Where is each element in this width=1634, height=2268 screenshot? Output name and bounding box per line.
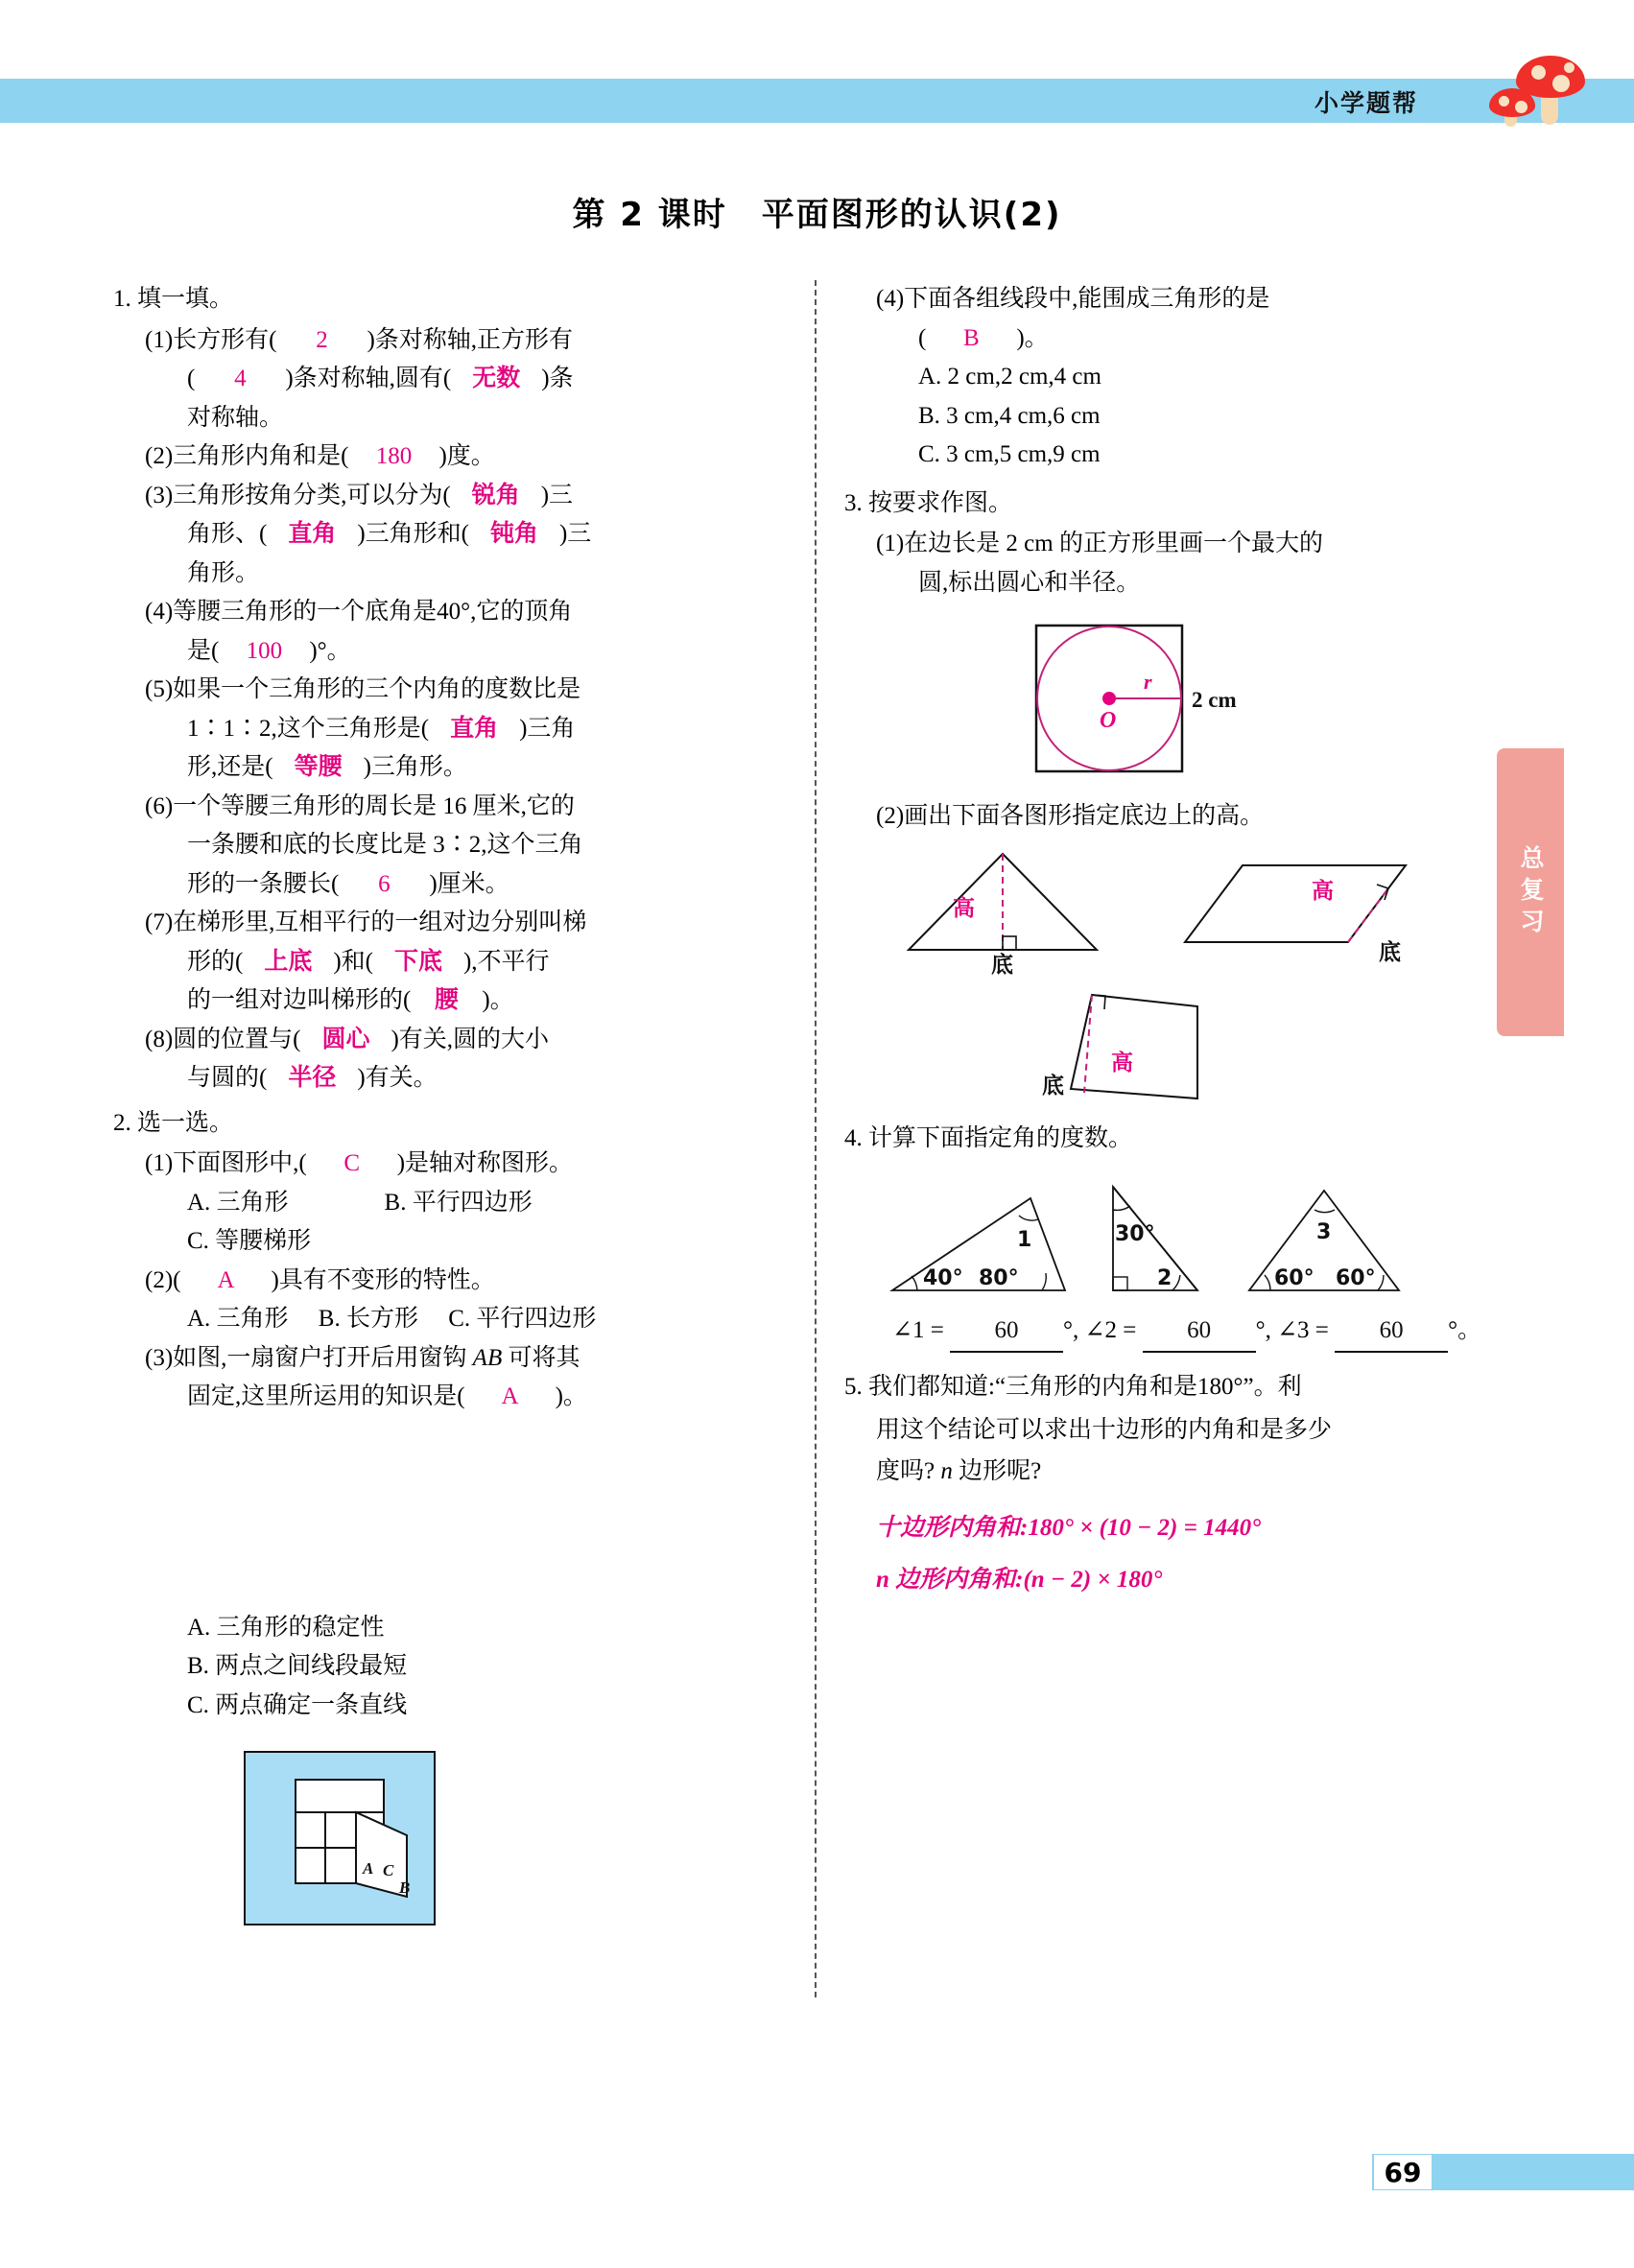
q1-item-1-label: (1) [145,326,174,353]
q3-item-1-label: (1) [876,531,905,556]
q2-item-3-text-d: )。 [555,1383,587,1409]
question-5-text-line2: 用这个结论可以求出十边形的内角和是多少 [876,1416,1333,1443]
q1-item-8-text-b: )有关,圆的大小 [391,1026,550,1052]
q1-item-5-answer-2[interactable]: 等腰 [294,754,343,780]
q4-answer-2[interactable]: 60 [1143,1311,1256,1353]
q2-item-4-option-c[interactable]: C. 3 cm,5 cm,9 cm [918,441,1101,467]
q1-item-6-text-b: 形的一条腰长( [187,870,340,897]
page-number: 69 [1374,2155,1432,2189]
q1-item-5-text-e: )三角形。 [363,754,467,780]
svg-text:底: 底 [991,952,1013,976]
q2-item-4 [844,280,1516,319]
q2-item-2-text-b: )具有不变形的特性。 [271,1266,495,1293]
q2-item-4-label: (4) [876,286,905,312]
q1-item-4-label: (4) [145,599,174,625]
q1-item-7-text-b: 形的( [187,948,244,975]
q2-item-1-text-a: 下面图形中,( [173,1150,307,1176]
q1-item-5-label: (5) [145,676,174,702]
q4-answer-3[interactable]: 60 [1335,1311,1448,1353]
q1-item-8-text-a: 圆的位置与( [173,1026,301,1052]
svg-text:60°: 60° [1274,1266,1314,1290]
svg-text:底: 底 [1042,1073,1064,1099]
q1-item-1-text-d: )条对称轴,圆有( [285,366,452,391]
question-1-title: 填一填。 [137,286,234,312]
question-5-answer-1[interactable]: 十边形内角和:180° × (10 − 2) = 1440° [876,1514,1262,1541]
question-2-title: 选一选。 [137,1109,234,1136]
q3-item-2-label: (2) [876,803,905,829]
q1-item-7-answer-2[interactable]: 下底 [393,948,442,975]
q1-item-1-answer-3[interactable]: 无数 [472,366,521,391]
trapezoid-height-figure [1036,985,1353,1110]
q2-item-4-text-b: ( [918,324,927,351]
svg-text:3: 3 [1316,1220,1332,1244]
svg-text:高: 高 [953,895,975,921]
q2-item-3-text-a: 如图,一扇窗户打开后用窗钩 [173,1344,473,1371]
q1-item-6-line3 [113,865,785,905]
q1-item-7-label: (7) [145,910,174,935]
q1-item-6-answer-1[interactable]: 6 [378,870,391,897]
q1-item-5-line3 [113,748,785,788]
q1-item-1-text-e: )条 [541,366,574,391]
q1-item-3-line2 [113,515,785,555]
svg-text:O: O [1100,708,1117,733]
q1-item-3-text-a: 三角形按角分类,可以分为( [173,482,451,508]
question-1-heading [113,280,785,319]
q4-answer-text-c: °, ∠3 = [1255,1317,1329,1343]
q2-item-4-answer[interactable]: B [962,324,980,351]
q1-item-5-text-a: 如果一个三角形的三个内角的度数比是 [173,676,581,702]
q1-item-3-answer-3[interactable]: 钝角 [489,521,538,547]
q2-item-3 [113,1339,785,1379]
q1-item-8 [113,1021,785,1060]
q1-item-8-label: (8) [145,1026,174,1052]
q1-item-2-text-a: 三角形内角和是( [173,443,349,469]
page-title: 第 2 课时 平面图形的认识(2) [572,196,1062,234]
svg-text:高: 高 [1312,878,1334,904]
svg-text:80°: 80° [979,1266,1019,1290]
q1-item-5-text-b: 1∶1∶2,这个三角形是( [187,715,430,742]
q1-item-4-text-b: 是( [187,637,220,664]
question-4-number: 4. [844,1124,863,1151]
q1-item-6-text-c: )厘米。 [429,870,509,897]
q1-item-7-text-a: 在梯形里,互相平行的一组对边分别叫梯 [173,910,587,935]
q2-item-3-label: (3) [145,1344,174,1371]
question-3-heading [844,484,1516,524]
question-5-text-a: 度吗? [876,1457,941,1484]
question-5-answer-2[interactable] [844,1561,1516,1600]
q1-item-1 [113,321,785,361]
q1-item-5-text-d: 形,还是( [187,754,273,780]
q2-item-1-options-row-2[interactable]: C. 等腰梯形 [187,1228,312,1254]
left-column [113,280,785,1725]
q1-item-6 [113,788,785,827]
svg-text:1: 1 [1017,1228,1032,1252]
q1-item-4-text-c: )°。 [309,637,351,664]
q1-item-6-label: (6) [145,792,174,819]
q1-item-3-text-c: 角形、( [187,521,268,547]
q1-item-5-line2 [113,710,785,749]
column-divider [815,280,817,1997]
svg-text:底: 底 [1379,939,1401,965]
question-1-number: 1. [113,286,131,312]
svg-text:2 cm: 2 cm [1192,688,1237,712]
triangle-angle-3 [1249,1191,1399,1290]
window-figure [244,1751,436,1925]
q3-item-1-line2: 圆,标出圆心和半径。 [918,569,1141,596]
q1-item-8-answer-2[interactable]: 半径 [288,1065,337,1091]
q2-item-3-option-c[interactable]: C. 两点确定一条直线 [187,1691,408,1718]
q2-item-2-answer[interactable]: A [217,1266,235,1293]
q1-item-3-label: (3) [145,482,174,508]
question-5-text-line1: 我们都知道:“三角形的内角和是180°”。利 [868,1373,1302,1400]
svg-text:r: r [1144,670,1152,694]
q1-item-1-answer-2[interactable]: 4 [234,366,247,391]
q1-item-1-line3: 对称轴。 [187,404,284,431]
q1-item-7-text-d: ),不平行 [462,948,550,975]
q1-item-7-text-c: )和( [333,948,373,975]
q4-answer-text-d: °。 [1448,1317,1482,1343]
q4-answer-text-b: °, ∠2 = [1063,1317,1137,1343]
q1-item-2-text-b: )度。 [438,443,495,469]
q2-item-2 [113,1262,785,1301]
svg-text:C: C [383,1861,394,1879]
question-2-number: 2. [113,1109,131,1136]
circle-in-square-figure [1027,616,1343,793]
svg-text:高: 高 [1111,1050,1133,1075]
q3-item-2 [844,797,1516,837]
q1-item-1-text-a: 长方形有( [173,326,277,353]
svg-text:40°: 40° [923,1266,963,1290]
q3-item-1-text-a: 在边长是 2 cm 的正方形里画一个最大的 [904,531,1323,556]
q4-answer-line [844,1311,1516,1353]
triangle-angle-2 [1113,1187,1197,1290]
question-3-title: 按要求作图。 [868,489,1013,516]
question-5-text-b: 边形呢? [952,1457,1042,1484]
q1-item-5-text-c: )三角 [519,715,576,742]
q1-item-1-text-b: )条对称轴,正方形有 [367,326,574,353]
question-3-number: 3. [844,489,863,516]
q2-item-4-option-a[interactable]: A. 2 cm,2 cm,4 cm [918,364,1101,390]
q1-item-7-answer-3[interactable]: 腰 [434,987,459,1013]
q1-item-8-answer-1[interactable]: 圆心 [321,1026,370,1052]
q1-item-5 [113,671,785,710]
q1-item-2 [113,437,785,477]
question-5-text-line3 [844,1451,1516,1492]
q2-item-3-option-b[interactable]: B. 两点之间线段最短 [187,1653,408,1679]
q1-item-1-line2 [113,360,785,399]
q1-item-4 [113,593,785,632]
q2-item-2-label: (2) [145,1266,174,1293]
q2-item-4-line2 [844,319,1516,359]
question-2-heading [113,1104,785,1144]
svg-text:B: B [399,1878,411,1897]
q2-item-3-line2 [113,1378,785,1417]
angle-triangles-group [873,1168,1526,1311]
question-5-variable-n: n [940,1457,953,1484]
q1-item-8-text-d: )有关。 [357,1065,438,1091]
q1-item-6-text-a: 一个等腰三角形的周长是 16 厘米,它的 [173,792,575,819]
question-4-title: 计算下面指定角的度数。 [868,1124,1133,1151]
q1-item-2-answer-1[interactable]: 180 [375,443,413,469]
q1-item-7-answer-1[interactable]: 上底 [264,948,313,975]
q1-item-2-label: (2) [145,443,174,469]
q1-item-3-text-b: )三 [540,482,574,508]
q2-item-1-label: (1) [145,1150,174,1176]
q1-item-7-line2 [113,943,785,982]
svg-text:60°: 60° [1336,1266,1376,1290]
q1-item-3-line3: 角形。 [187,559,260,586]
q2-item-1-options-row-1[interactable]: A. 三角形 B. 平行四边形 [187,1189,533,1216]
q4-answer-text-a: ∠1 = [892,1317,944,1343]
svg-text:A: A [363,1859,374,1878]
question-5-heading [844,1366,1516,1407]
question-5-number: 5. [844,1373,863,1400]
q1-item-4-text-a: 等腰三角形的一个底角是40°,它的顶角 [173,599,573,625]
q1-item-7-line3 [113,981,785,1021]
q1-item-4-line2 [113,632,785,672]
q1-item-7-text-e: 的一组对边叫梯形的( [187,987,412,1013]
q2-item-1-answer[interactable]: C [343,1150,361,1176]
q1-item-6-line2: 一条腰和底的长度比是 3∶2,这个三角 [187,832,583,858]
q2-item-2-options-row-1[interactable]: A. 三角形 B. 长方形 C. 平行四边形 [187,1306,597,1332]
q1-item-3-text-e: )三 [558,521,592,547]
q1-item-7-text-f: )。 [482,987,514,1013]
q1-item-3-answer-2[interactable]: 直角 [288,521,337,547]
q2-item-4-text-a: 下面各组线段中,能围成三角形的是 [904,286,1270,312]
q2-item-4-text-c: )。 [1016,324,1049,351]
q1-item-4-answer-1[interactable]: 100 [246,637,283,664]
q1-item-3-text-d: )三角形和( [357,521,469,547]
brand-title: 小学题帮 [1314,89,1418,117]
triangle-angle-1 [892,1198,1065,1290]
q1-item-8-line2 [113,1059,785,1099]
height-figures-group [897,846,1492,976]
sidebar-tab-label: 总复习 [1517,844,1545,940]
q1-item-3 [113,477,785,516]
svg-text:30°: 30° [1115,1222,1155,1246]
q2-item-3-text-c: 固定,这里所运用的知识是( [187,1383,465,1409]
q2-item-3-answer[interactable]: A [501,1383,519,1409]
q2-item-1 [113,1145,785,1184]
q2-item-2-text-a: ( [173,1266,181,1293]
q3-item-1 [844,525,1516,564]
q4-answer-1[interactable]: 60 [950,1311,1063,1353]
right-column [844,280,1516,1600]
question-4-heading [844,1120,1516,1159]
q1-item-5-answer-1[interactable]: 直角 [450,715,499,742]
question-5-answer-2-variable: n [876,1567,889,1593]
q1-item-8-text-c: 与圆的( [187,1065,268,1091]
q2-item-3-text-b: 可将其 [502,1344,580,1371]
q2-item-3-option-a[interactable]: A. 三角形的稳定性 [187,1614,385,1641]
question-5-answer-2-text: 边形内角和:(n − 2) × 180° [888,1567,1163,1593]
q2-item-1-text-b: )是轴对称图形。 [396,1150,574,1176]
q1-item-3-answer-1[interactable]: 锐角 [471,482,520,508]
svg-text:2: 2 [1157,1266,1172,1290]
q2-item-3-segment-ab: AB [472,1344,503,1371]
q1-item-1-text-c: ( [187,366,196,391]
q2-item-4-option-b[interactable]: B. 3 cm,4 cm,6 cm [918,402,1101,429]
mushroom-icon [1497,50,1612,123]
q3-item-2-text-a: 画出下面各图形指定底边上的高。 [904,803,1265,829]
q1-item-7 [113,904,785,943]
q1-item-1-answer-1[interactable]: 2 [316,326,328,353]
